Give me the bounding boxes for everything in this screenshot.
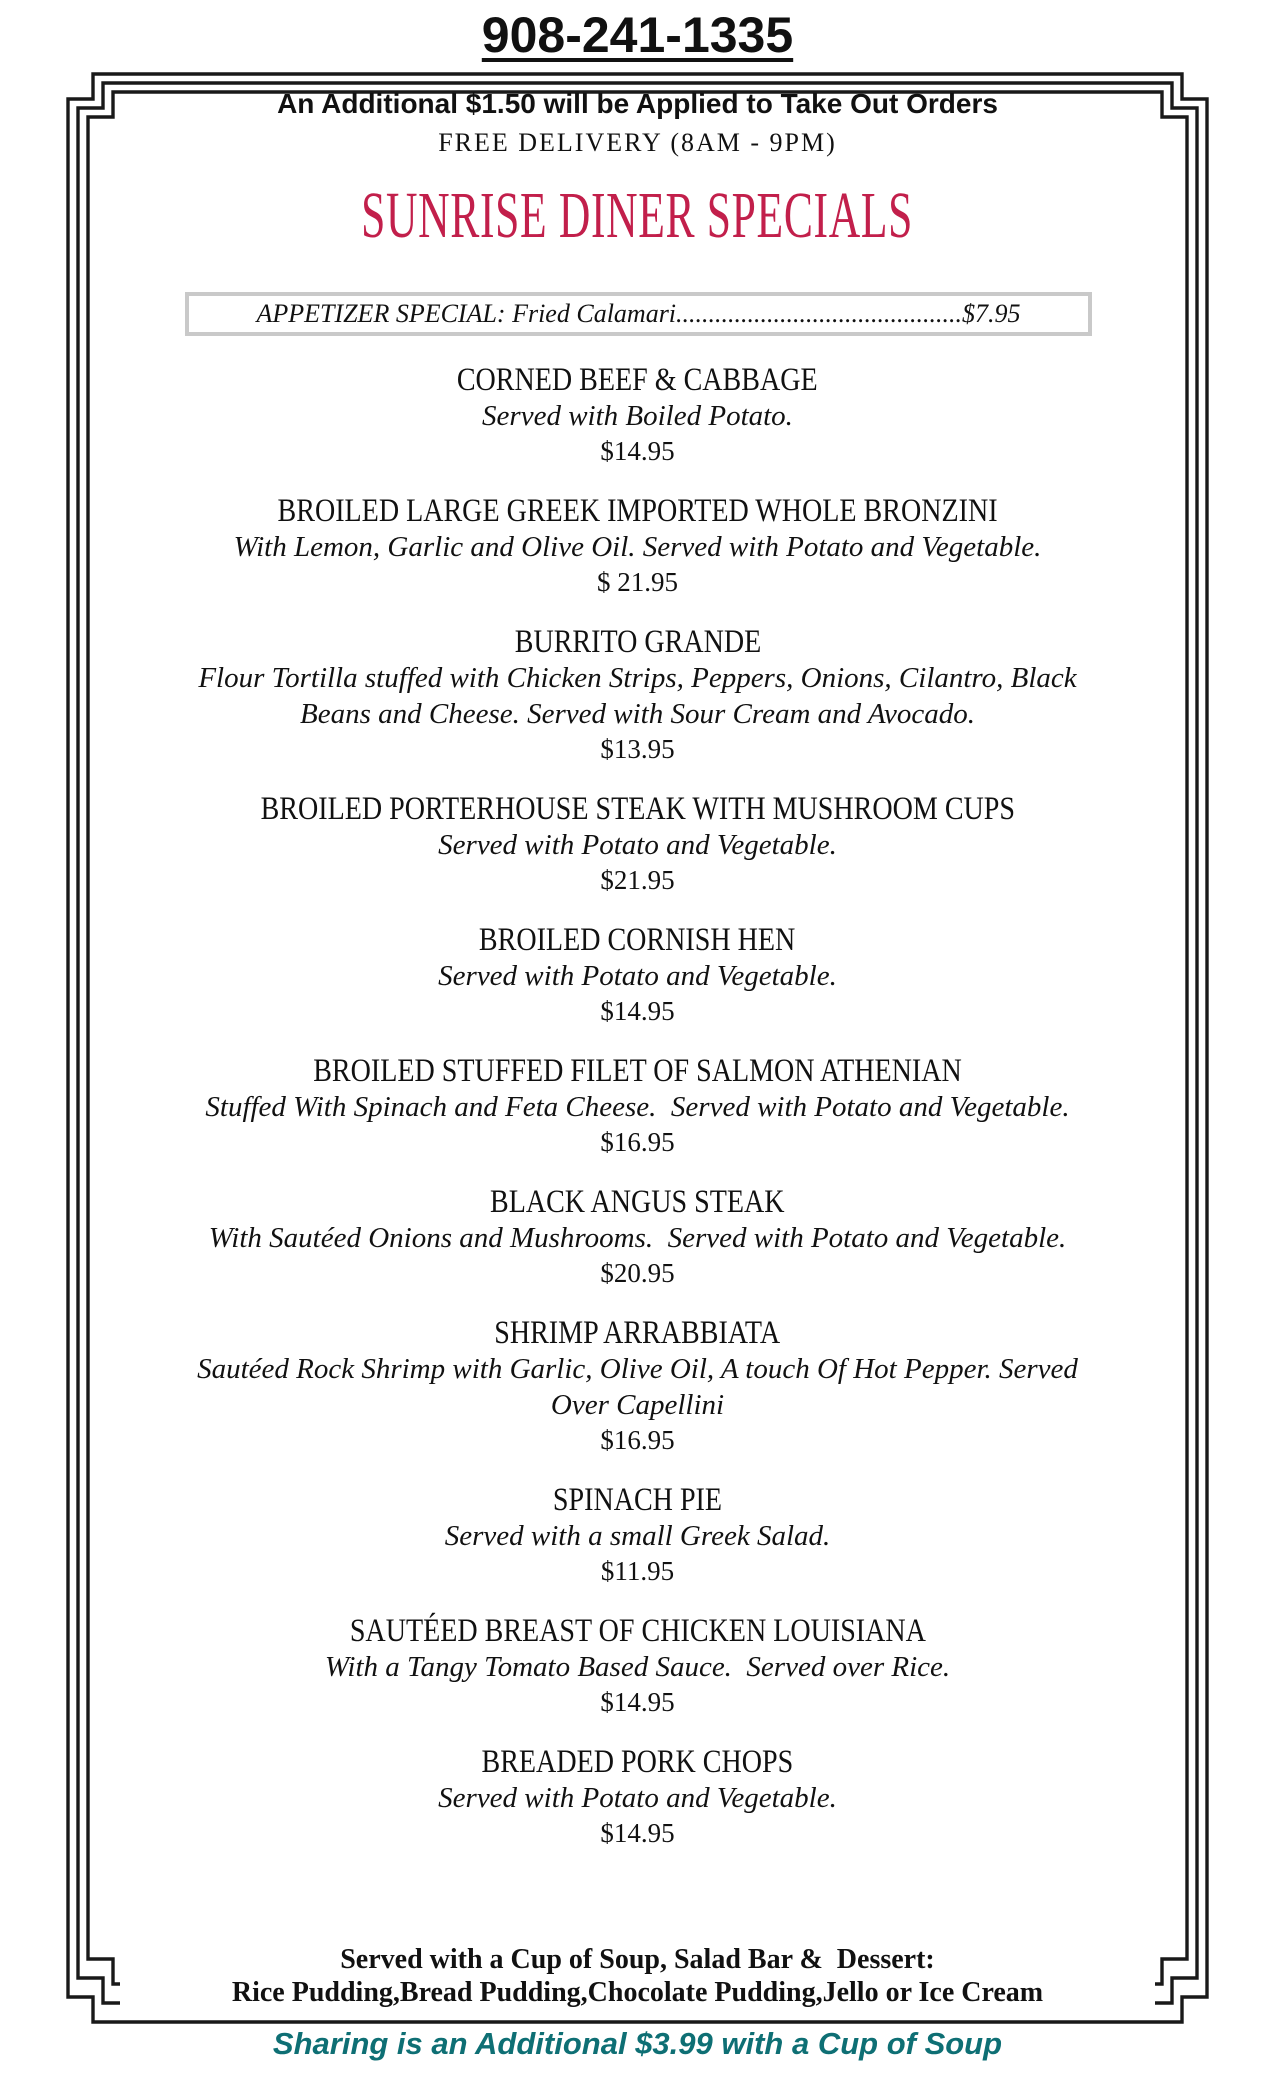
- menu-title: [0, 178, 1275, 254]
- item-name-text: BREADED PORK CHOPS: [481, 1744, 794, 1780]
- included-note-line2: Rice Pudding,Bread Pudding,Chocolate Pudding,Jello or Ice Cream: [120, 1976, 1155, 2010]
- included-note-line1: Served with a Cup of Soup, Salad Bar & Dessert:: [120, 1944, 1155, 1976]
- menu-item: [0, 922, 1275, 1028]
- item-description: Served with Potato and Vegetable.: [438, 1782, 837, 1814]
- appetizer-special-text: APPETIZER SPECIAL: Fried Calamari............................................$7.95: [256, 299, 1021, 328]
- item-name-text: SHRIMP ARRABBIATA: [494, 1315, 781, 1351]
- menu-title-text: SUNRISE DINER SPECIALS: [361, 179, 914, 252]
- free-delivery-line: FREE DELIVERY (8AM - 9PM): [438, 128, 837, 157]
- item-name-text: BURRITO GRANDE: [514, 624, 761, 660]
- menu-item: [0, 493, 1275, 599]
- item-price: $14.95: [600, 996, 675, 1026]
- item-name: [0, 1315, 1275, 1351]
- item-name: [0, 791, 1275, 827]
- item-description: Served with Potato and Vegetable.: [438, 829, 837, 861]
- menu-item: [0, 1613, 1275, 1719]
- item-price: $14.95: [600, 1687, 675, 1717]
- item-name-text: BROILED CORNISH HEN: [479, 922, 796, 958]
- item-price: $14.95: [600, 436, 675, 466]
- item-price: $14.95: [600, 1818, 675, 1848]
- menu-item: [0, 1184, 1275, 1290]
- item-name-text: BROILED LARGE GREEK IMPORTED WHOLE BRONZINI: [277, 493, 998, 529]
- item-name: [0, 1184, 1275, 1220]
- menu-item: [0, 1315, 1275, 1457]
- menu-item: [0, 1482, 1275, 1588]
- item-name: [0, 624, 1275, 660]
- sharing-note: Sharing is an Additional $3.99 with a Cup of Soup: [272, 2026, 1003, 2061]
- item-description: Stuffed With Spinach and Feta Cheese. Served with Potato and Vegetable.: [205, 1091, 1070, 1123]
- item-name-text: BROILED STUFFED FILET OF SALMON ATHENIAN: [313, 1053, 962, 1089]
- takeout-notice: An Additional $1.50 will be Applied to Take Out Orders: [277, 88, 998, 119]
- item-price: $ 21.95: [597, 567, 678, 597]
- menu-item: [0, 791, 1275, 897]
- item-name: [0, 1482, 1275, 1518]
- item-name: [0, 1744, 1275, 1780]
- item-description: Served with Boiled Potato.: [482, 400, 793, 432]
- menu-item: [0, 362, 1275, 468]
- item-description: Flour Tortilla stuffed with Chicken Strips, Peppers, Onions, Cilantro, Black Beans and Cheese. Served with Sour Cream and Avocado.: [198, 662, 1084, 730]
- appetizer-special-box: [185, 292, 1092, 336]
- item-description: With Sautéed Onions and Mushrooms. Served with Potato and Vegetable.: [208, 1222, 1067, 1254]
- item-description: With Lemon, Garlic and Olive Oil. Served with Potato and Vegetable.: [233, 531, 1042, 563]
- item-description: Served with Potato and Vegetable.: [438, 960, 837, 992]
- item-name-text: BLACK ANGUS STEAK: [490, 1184, 785, 1220]
- item-price: $13.95: [600, 734, 675, 764]
- item-name-text: SPINACH PIE: [552, 1482, 723, 1518]
- item-name: [0, 922, 1275, 958]
- phone-number-text: 908-241-1335: [481, 7, 794, 63]
- item-price: $16.95: [600, 1127, 675, 1157]
- item-description: Sautéed Rock Shrimp with Garlic, Olive Oil, A touch Of Hot Pepper. Served Over Capellini: [197, 1353, 1086, 1421]
- item-price: $16.95: [600, 1425, 675, 1455]
- item-name-text: BROILED PORTERHOUSE STEAK WITH MUSHROOM CUPS: [260, 791, 1015, 827]
- item-name: [0, 362, 1275, 398]
- item-name-text: SAUTÉED BREAST OF CHICKEN LOUISIANA: [349, 1613, 926, 1649]
- item-name: [0, 1613, 1275, 1649]
- menu-item: [0, 624, 1275, 766]
- item-description: With a Tangy Tomato Based Sauce. Served over Rice.: [324, 1651, 951, 1683]
- menu-item: [0, 1053, 1275, 1159]
- item-name: [0, 493, 1275, 529]
- item-name: [0, 1053, 1275, 1089]
- item-name-text: CORNED BEEF & CABBAGE: [457, 362, 818, 398]
- menu-items: [0, 362, 1275, 1875]
- item-price: $21.95: [600, 865, 675, 895]
- menu-item: [0, 1744, 1275, 1850]
- item-description: Served with a small Greek Salad.: [444, 1520, 831, 1552]
- item-price: $11.95: [600, 1556, 675, 1586]
- item-price: $20.95: [600, 1258, 675, 1288]
